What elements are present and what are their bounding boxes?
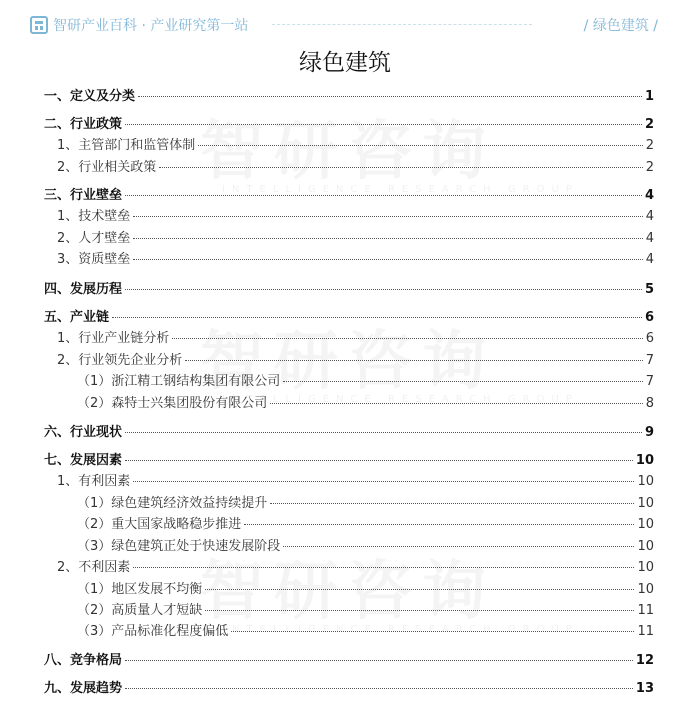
toc-label: 1、主管部门和监管体制 [57, 138, 196, 153]
dot-leader [159, 167, 642, 168]
toc-entry[interactable] [57, 474, 654, 490]
toc-page: 10 [637, 517, 654, 532]
logo-icon [30, 16, 48, 34]
toc-page: 4 [645, 231, 654, 246]
site-slogan: 智研产业百科 · 产业研究第一站 [53, 18, 249, 34]
toc-label: 2、行业领先企业分析 [57, 353, 183, 368]
toc-entry[interactable] [77, 396, 654, 412]
toc-label: （3）绿色建筑正处于快速发展阶段 [77, 539, 281, 554]
toc-label: 2、不利因素 [57, 560, 131, 575]
toc-entry[interactable] [44, 681, 654, 697]
toc-label: （1）绿色建筑经济效益持续提升 [77, 496, 268, 511]
toc-page: 10 [637, 474, 654, 489]
toc-label: 七、发展因素 [44, 453, 123, 468]
toc-label: 六、行业现状 [44, 425, 123, 440]
dot-leader [205, 589, 634, 590]
toc-page: 8 [645, 396, 654, 411]
toc-entry[interactable] [44, 310, 654, 326]
toc-entry[interactable] [77, 374, 654, 390]
toc-entry[interactable] [44, 453, 654, 469]
toc-label: 八、竞争格局 [44, 653, 123, 668]
toc-page: 4 [645, 252, 654, 267]
dot-leader [133, 238, 642, 239]
watermark-subtext: INTELLIGENCE RESEARCH GROUP [222, 624, 579, 635]
toc-label: 1、行业产业链分析 [57, 331, 170, 346]
dot-leader [231, 631, 634, 632]
dot-leader [125, 660, 633, 661]
toc-entry[interactable] [44, 282, 654, 298]
dot-leader [133, 216, 642, 217]
toc-label: 九、发展趋势 [44, 681, 123, 696]
toc-entry[interactable] [57, 560, 654, 576]
toc-page: 4 [645, 209, 654, 224]
toc-entry[interactable] [77, 603, 654, 619]
toc-label: 3、资质壁垒 [57, 252, 131, 267]
toc-page: 2 [645, 138, 654, 153]
toc-page: 1 [644, 89, 654, 104]
toc-page: 10 [637, 539, 654, 554]
toc-page: 12 [635, 653, 654, 668]
toc-label: 二、行业政策 [44, 117, 123, 132]
dot-leader [125, 124, 642, 125]
watermark-subtext: INTELLIGENCE RESEARCH GROUP [222, 394, 579, 405]
toc-entry[interactable] [44, 653, 654, 669]
dot-leader [283, 546, 634, 547]
dot-leader [125, 432, 642, 433]
toc-page: 11 [637, 624, 654, 639]
toc-entry[interactable] [44, 89, 654, 105]
dot-leader [125, 195, 642, 196]
toc-entry[interactable] [77, 582, 654, 598]
toc-page: 11 [637, 603, 654, 618]
dot-leader [125, 460, 633, 461]
dot-leader [133, 259, 642, 260]
dot-leader [125, 289, 642, 290]
watermark-subtext: INTELLIGENCE RESEARCH GROUP [222, 184, 579, 195]
toc-page: 13 [635, 681, 654, 696]
toc-entry[interactable] [57, 353, 654, 369]
toc-page: 10 [637, 582, 654, 597]
toc-entry[interactable] [77, 517, 654, 533]
toc-label: 一、定义及分类 [44, 89, 136, 104]
dot-leader [133, 481, 634, 482]
toc-page: 6 [645, 331, 654, 346]
dot-leader [198, 145, 642, 146]
dot-leader [112, 317, 642, 318]
toc-entry[interactable] [57, 252, 654, 268]
toc-label: 2、人才壁垒 [57, 231, 131, 246]
toc-label: （1）地区发展不均衡 [77, 582, 203, 597]
toc-entry[interactable] [57, 331, 654, 347]
toc-label: 2、行业相关政策 [57, 160, 157, 175]
toc-page: 7 [645, 353, 654, 368]
page-title: 绿色建筑 [299, 50, 391, 76]
dot-leader [270, 503, 634, 504]
dot-leader [125, 688, 633, 689]
toc-entry[interactable] [57, 160, 654, 176]
dot-leader [138, 96, 642, 97]
toc-page: 9 [644, 425, 654, 440]
toc-page: 4 [644, 188, 654, 203]
toc-entry[interactable] [44, 425, 654, 441]
toc-label: （2）森特士兴集团股份有限公司 [77, 396, 268, 411]
toc-page: 5 [644, 282, 654, 297]
toc-entry[interactable] [44, 117, 654, 133]
dot-leader [205, 610, 634, 611]
dot-leader [133, 567, 634, 568]
toc-label: 1、有利因素 [57, 474, 131, 489]
toc-entry[interactable] [57, 209, 654, 225]
toc-page: 10 [637, 560, 654, 575]
dot-leader [244, 524, 634, 525]
dot-leader [172, 338, 642, 339]
toc-page: 10 [637, 496, 654, 511]
toc-page: 10 [635, 453, 654, 468]
toc-label: （1）浙江精工钢结构集团有限公司 [77, 374, 281, 389]
toc-label: 三、行业壁垒 [44, 188, 123, 203]
toc-entry[interactable] [77, 624, 654, 640]
page-header [0, 0, 690, 50]
toc-entry[interactable] [77, 496, 654, 512]
toc-label: 五、产业链 [44, 310, 110, 325]
toc-entry[interactable] [57, 138, 654, 154]
dot-leader [270, 403, 642, 404]
toc-page: 6 [644, 310, 654, 325]
toc-entry[interactable] [44, 188, 654, 204]
dot-leader [185, 360, 642, 361]
toc-label: 四、发展历程 [44, 282, 123, 297]
toc-page: 2 [645, 160, 654, 175]
toc-page: 7 [645, 374, 654, 389]
toc-label: 1、技术壁垒 [57, 209, 131, 224]
header-topic: / 绿色建筑 / [583, 18, 658, 34]
dot-leader [283, 381, 642, 382]
toc-label: （3）产品标准化程度偏低 [77, 624, 229, 639]
toc-label: （2）重大国家战略稳步推进 [77, 517, 242, 532]
toc-entry[interactable] [77, 539, 654, 555]
header-divider [272, 24, 532, 25]
toc-label: （2）高质量人才短缺 [77, 603, 203, 618]
toc-entry[interactable] [57, 231, 654, 247]
toc-page: 2 [644, 117, 654, 132]
